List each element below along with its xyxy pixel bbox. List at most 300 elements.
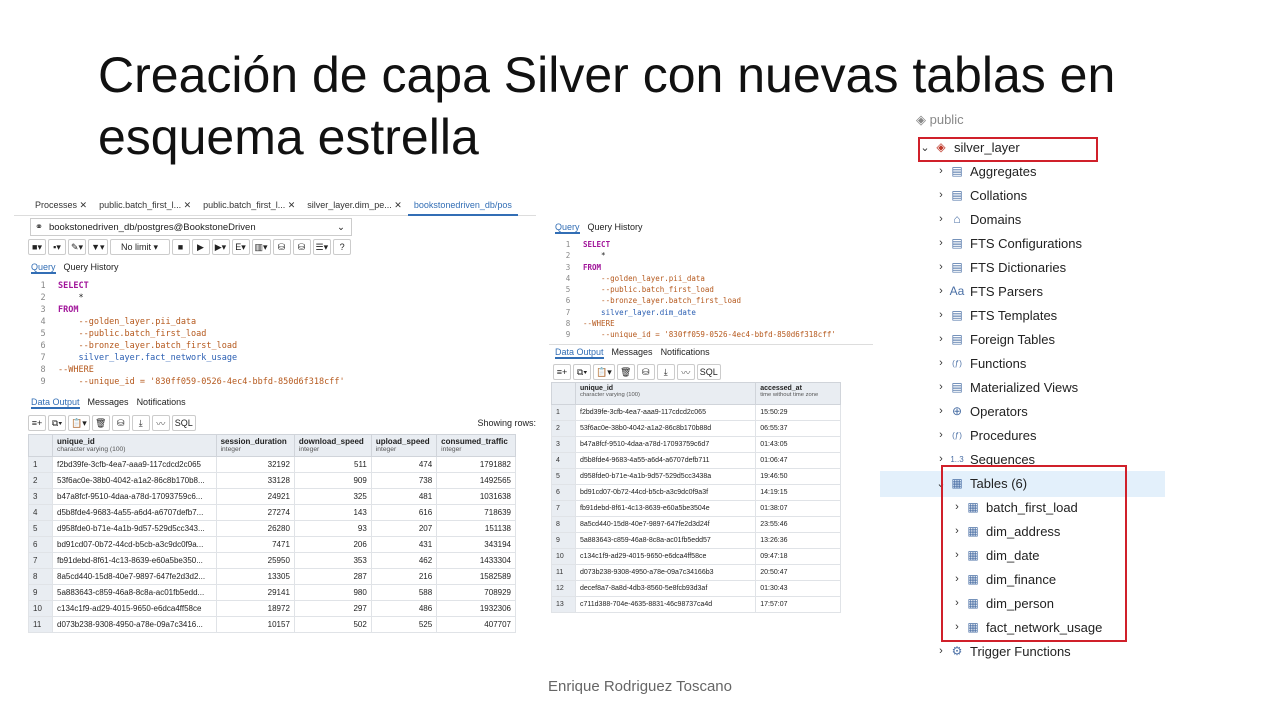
add-row-button[interactable]: ≡+ — [28, 415, 46, 431]
chevron-right-icon[interactable]: › — [939, 189, 943, 201]
table-cell[interactable]: 8a5cd440-15d8-40e7-9897-647fe2d3d24f — [576, 517, 756, 533]
tree-item-label: Domains — [970, 211, 1022, 227]
tree-item[interactable] — [934, 280, 1043, 302]
sql-editor[interactable] — [28, 280, 345, 388]
table-cell[interactable]: 13305 — [216, 569, 294, 585]
column-header[interactable] — [371, 435, 436, 457]
code-line — [553, 295, 836, 306]
code-line — [553, 239, 836, 250]
tab-data-output[interactable]: Data Output — [555, 347, 604, 357]
tree-item[interactable] — [934, 184, 1027, 206]
table-cell[interactable]: 24921 — [216, 489, 294, 505]
table-cell[interactable]: 980 — [294, 585, 371, 601]
table-cell[interactable]: decef8a7-8a8d-4db3-8560-5e8fcb93d3af — [576, 581, 756, 597]
code-text: --unique_id = '830ff059-0526-4ec4-bbfd-850d6f318cff' — [58, 377, 345, 387]
column-type: character varying (100) — [580, 392, 640, 398]
table-cell[interactable]: 206 — [294, 537, 371, 553]
tree-item[interactable] — [934, 256, 1066, 278]
table-label: dim_date — [986, 547, 1040, 563]
delete-icon[interactable]: 🗑 — [617, 364, 635, 380]
save-button[interactable]: ▪▾ — [48, 239, 66, 255]
chevron-right-icon[interactable]: › — [955, 501, 959, 513]
tab-query-history[interactable]: Query History — [63, 262, 119, 272]
macros-button[interactable]: ☰▾ — [313, 239, 332, 255]
table-cell[interactable]: d958fde0-b71e-4a1b-9d57-529d5cc343... — [53, 521, 217, 537]
row-number: 3 — [552, 437, 576, 453]
code-line — [553, 273, 836, 284]
chevron-down-icon[interactable]: ⌄ — [920, 141, 930, 154]
rollback-button[interactable]: ⛁ — [293, 239, 311, 255]
column-header[interactable] — [216, 435, 294, 457]
column-type: integer — [441, 446, 462, 453]
tree-item-label: Functions — [970, 355, 1027, 371]
table-cell[interactable]: 207 — [371, 521, 436, 537]
table-cell[interactable]: 33128 — [216, 473, 294, 489]
table-cell[interactable]: b47a8fcf-9510-4daa-a78d-17093759c6... — [53, 489, 217, 505]
sequences-icon: 1..3 — [950, 454, 964, 464]
table-cell[interactable]: 1791882 — [437, 457, 516, 473]
table-cell[interactable]: 297 — [294, 601, 371, 617]
table-cell[interactable]: fb91debd-8f61-4c13-8639-e60a5be3504e — [576, 501, 756, 517]
table-cell[interactable]: 462 — [371, 553, 436, 569]
table-cell[interactable]: 502 — [294, 617, 371, 633]
line-number: 8 — [40, 365, 46, 375]
tab-data-output[interactable]: Data Output — [31, 397, 80, 407]
table-row[interactable] — [29, 553, 516, 569]
code-line — [28, 304, 345, 316]
tree-item[interactable] — [934, 304, 1057, 326]
chevron-right-icon[interactable]: › — [939, 453, 943, 465]
table-cell[interactable]: 616 — [371, 505, 436, 521]
table-cell[interactable]: 01:06:47 — [756, 453, 841, 469]
code-line — [553, 262, 836, 273]
code-text: --golden_layer.pii_data — [583, 273, 705, 283]
table-cell[interactable]: 23:55:46 — [756, 517, 841, 533]
table-row[interactable] — [552, 517, 841, 533]
tree-item[interactable] — [934, 160, 1037, 182]
tree-item[interactable] — [934, 232, 1082, 254]
table-cell[interactable]: c134c1f9-ad29-4015-9650-e6dca4ff58ce — [53, 601, 217, 617]
table-cell[interactable]: 06:55:37 — [756, 421, 841, 437]
tab-notifications[interactable]: Notifications — [660, 347, 710, 357]
row-number: 7 — [552, 501, 576, 517]
open-file-button[interactable]: ■▾ — [28, 239, 46, 255]
line-number: 7 — [40, 353, 46, 363]
tab-query-tool[interactable]: bookstonedriven_db/pos — [408, 196, 518, 216]
line-number: 4 — [565, 273, 571, 283]
fts-parsers-icon: Aa — [949, 284, 965, 298]
row-number: 4 — [29, 505, 53, 521]
row-number-header — [552, 383, 576, 405]
table-cell[interactable]: b47a8fcf-9510-4daa-a78d-17093759c6d7 — [576, 437, 756, 453]
table-cell[interactable]: 474 — [371, 457, 436, 473]
sql-button[interactable]: SQL — [172, 415, 196, 431]
explain-analyze-button[interactable]: E▾ — [232, 239, 250, 255]
code-text: --golden_layer.pii_data — [58, 317, 197, 327]
table-label: dim_person — [986, 595, 1054, 611]
chevron-right-icon[interactable]: › — [955, 621, 959, 633]
chevron-right-icon[interactable]: › — [939, 309, 943, 321]
code-line — [553, 250, 836, 261]
table-cell[interactable]: 325 — [294, 489, 371, 505]
table-cell[interactable]: f2bd39fe-3cfb-4ea7-aaa9-117cdcd2c065 — [53, 457, 217, 473]
table-cell[interactable]: 909 — [294, 473, 371, 489]
copy-button[interactable]: ⧉▾ — [48, 415, 66, 431]
table-cell[interactable]: 19:46:50 — [756, 469, 841, 485]
trigger-functions-label: Trigger Functions — [970, 643, 1071, 659]
tree-item[interactable] — [934, 424, 1036, 446]
stop-button[interactable]: ■ — [172, 239, 190, 255]
row-number: 6 — [29, 537, 53, 553]
table-row[interactable] — [552, 421, 841, 437]
table-label: dim_address — [986, 523, 1061, 539]
table-cell[interactable]: 431 — [371, 537, 436, 553]
tables-icon: ▦ — [951, 476, 963, 490]
table-row[interactable] — [552, 453, 841, 469]
schema-label: silver_layer — [954, 139, 1020, 155]
code-line — [28, 328, 345, 340]
tree-item-trigger-functions[interactable] — [934, 640, 1071, 662]
line-number: 1 — [565, 240, 571, 249]
connection-selector[interactable] — [30, 218, 352, 236]
tab-query[interactable]: Query — [555, 222, 580, 232]
table-cell[interactable]: 588 — [371, 585, 436, 601]
table-cell[interactable]: d073b238-9308-4950-a78e-09a7c3416... — [53, 617, 217, 633]
table-cell[interactable]: 525 — [371, 617, 436, 633]
table-row[interactable] — [552, 597, 841, 613]
tab-query-history[interactable]: Query History — [587, 222, 643, 232]
code-line — [553, 307, 836, 318]
execute-button[interactable]: ▶ — [192, 239, 210, 255]
column-name: download_speed — [298, 437, 364, 446]
tree-item-public-partial: ◈ public — [916, 112, 964, 127]
table-cell[interactable]: 486 — [371, 601, 436, 617]
tree-item[interactable] — [934, 352, 1026, 374]
code-text: SELECT — [58, 281, 89, 291]
line-number: 3 — [565, 262, 571, 272]
table-row[interactable] — [552, 533, 841, 549]
tab-query[interactable]: Query — [31, 262, 56, 272]
header-row — [29, 435, 516, 457]
column-name: unique_id — [580, 385, 614, 392]
table-cell[interactable]: 7471 — [216, 537, 294, 553]
foreign-tables-icon: ▤ — [951, 332, 963, 346]
chevron-down-icon[interactable]: ⌄ — [936, 477, 946, 490]
table-row[interactable] — [552, 565, 841, 581]
query-tabs — [555, 222, 643, 234]
column-name: upload_speed — [375, 437, 430, 446]
tree-item[interactable] — [934, 208, 1021, 230]
table-cell[interactable]: 8a5cd440-15d8-40e7-9897-647fe2d3d2... — [53, 569, 217, 585]
showing-rows-label: Showing rows: — [477, 418, 536, 428]
table-cell[interactable]: 1492565 — [437, 473, 516, 489]
table-row[interactable] — [552, 549, 841, 565]
chart-button[interactable]: ▥▾ — [252, 239, 271, 255]
table-cell[interactable]: 14:19:15 — [756, 485, 841, 501]
table-cell[interactable]: 01:38:07 — [756, 501, 841, 517]
silver-layer-highlight-box — [918, 137, 1098, 162]
paste-button[interactable]: 📋▾ — [593, 364, 615, 380]
download-icon[interactable]: ⤓ — [657, 364, 675, 380]
table-cell[interactable]: 353 — [294, 553, 371, 569]
line-number: 1 — [40, 281, 46, 291]
tree-item-label: Operators — [970, 403, 1028, 419]
table-row[interactable] — [29, 601, 516, 617]
column-header[interactable] — [437, 435, 516, 457]
table-cell[interactable]: 20:50:47 — [756, 565, 841, 581]
limit-select[interactable]: No limit ▾ — [110, 239, 170, 255]
data-output-grid — [28, 434, 516, 633]
add-row-button[interactable]: ≡+ — [553, 364, 571, 380]
table-row[interactable] — [552, 485, 841, 501]
table-cell[interactable]: 343194 — [437, 537, 516, 553]
chevron-right-icon[interactable]: › — [955, 573, 959, 585]
explain-button[interactable]: ▶▾ — [212, 239, 230, 255]
pgadmin-screenshot-fact-network-usage — [14, 196, 536, 630]
tab-notifications[interactable]: Notifications — [136, 397, 186, 407]
chevron-right-icon[interactable]: › — [939, 213, 943, 225]
chevron-right-icon[interactable]: › — [939, 405, 943, 417]
chevron-right-icon[interactable]: › — [939, 285, 943, 297]
table-cell[interactable]: 15:50:29 — [756, 405, 841, 421]
table-cell[interactable]: d958fde0-b71e-4a1b-9d57-529d5cc3438a — [576, 469, 756, 485]
tab-messages[interactable]: Messages — [611, 347, 653, 357]
tab-batch-first-load-1[interactable]: public.batch_first_l... ✕ — [99, 200, 192, 210]
table-cell[interactable]: d5b8fde4-9683-4a55-a6d4-a6707defb7... — [53, 505, 217, 521]
table-cell[interactable]: bd91cd07-0b72-44cd-b5cb-a3c9dc0f9a... — [53, 537, 217, 553]
code-text: SELECT — [583, 240, 611, 249]
tree-item-label: FTS Configurations — [970, 235, 1082, 251]
chevron-right-icon[interactable]: › — [939, 237, 943, 249]
table-cell[interactable]: 29141 — [216, 585, 294, 601]
download-icon[interactable]: ⤓ — [132, 415, 150, 431]
table-cell[interactable]: 17:57:07 — [756, 597, 841, 613]
code-text: silver_layer.dim_date — [583, 307, 696, 317]
column-type: character varying (100) — [57, 446, 126, 453]
table-cell[interactable]: 27274 — [216, 505, 294, 521]
row-number: 9 — [29, 585, 53, 601]
table-row[interactable] — [29, 489, 516, 505]
table-cell[interactable]: 708929 — [437, 585, 516, 601]
save-data-button[interactable]: ⛁ — [112, 415, 130, 431]
output-tabs — [555, 347, 710, 359]
object-browser-tree — [880, 112, 1180, 670]
tree-item[interactable] — [934, 328, 1055, 350]
table-cell[interactable]: 407707 — [437, 617, 516, 633]
line-number: 2 — [40, 293, 46, 303]
line-number: 9 — [565, 330, 571, 340]
table-cell[interactable]: 13:26:36 — [756, 533, 841, 549]
tab-dim-person[interactable]: silver_layer.dim_pe... ✕ — [307, 200, 402, 210]
fts-dictionaries-icon: ▤ — [951, 260, 963, 274]
table-cell[interactable]: 18972 — [216, 601, 294, 617]
table-row[interactable] — [29, 617, 516, 633]
sql-editor[interactable] — [553, 239, 836, 341]
table-icon: ▦ — [967, 548, 979, 562]
chevron-right-icon[interactable]: › — [939, 645, 943, 657]
trigger-functions-icon: ⚙ — [951, 644, 963, 658]
table-cell[interactable]: 01:43:05 — [756, 437, 841, 453]
code-line — [28, 376, 345, 388]
table-cell[interactable]: 26280 — [216, 521, 294, 537]
help-icon[interactable]: ? — [333, 239, 351, 255]
output-toolbar — [28, 414, 196, 432]
fts-templates-icon: ▤ — [951, 308, 963, 322]
table-cell[interactable]: fb91debd-8f61-4c13-8639-e60a5be350... — [53, 553, 217, 569]
table-cell[interactable]: 216 — [371, 569, 436, 585]
header-row — [552, 383, 841, 405]
code-text: * — [583, 251, 606, 261]
plug-icon: ⚭ — [35, 221, 43, 233]
query-tabs — [31, 262, 119, 274]
code-text: --WHERE — [583, 319, 615, 329]
code-line — [28, 340, 345, 352]
table-cell[interactable]: 1433304 — [437, 553, 516, 569]
row-number: 8 — [552, 517, 576, 533]
code-text: * — [58, 293, 84, 303]
table-row[interactable] — [29, 585, 516, 601]
tab-batch-first-load-2[interactable]: public.batch_first_l... ✕ — [203, 200, 296, 210]
code-line — [28, 292, 345, 304]
code-text: FROM — [58, 305, 79, 315]
chevron-right-icon[interactable]: › — [939, 333, 943, 345]
table-row[interactable] — [552, 501, 841, 517]
slide-footer: Enrique Rodriguez Toscano — [547, 678, 732, 695]
code-text: --bronze_layer.batch_first_load — [58, 341, 238, 351]
table-cell[interactable]: 32192 — [216, 457, 294, 473]
chevron-right-icon[interactable]: › — [955, 597, 959, 609]
row-number: 10 — [552, 549, 576, 565]
table-cell[interactable]: 511 — [294, 457, 371, 473]
table-cell[interactable]: 1031638 — [437, 489, 516, 505]
table-cell[interactable]: 481 — [371, 489, 436, 505]
graph-icon[interactable]: 〰 — [152, 415, 170, 431]
table-cell[interactable]: 09:47:18 — [756, 549, 841, 565]
table-cell[interactable]: c134c1f9-ad29-4015-9650-e6dca4ff58ce — [576, 549, 756, 565]
table-row[interactable] — [29, 521, 516, 537]
table-row[interactable] — [29, 457, 516, 473]
filter-button[interactable]: ▼▾ — [88, 239, 107, 255]
output-toolbar — [553, 363, 721, 381]
table-row[interactable] — [552, 469, 841, 485]
tab-processes[interactable]: Processes ✕ — [35, 200, 88, 210]
save-data-button[interactable]: ⛁ — [637, 364, 655, 380]
copy-button[interactable]: ⧉▾ — [573, 364, 591, 380]
commit-button[interactable]: ⛁ — [273, 239, 291, 255]
functions-icon: (ƒ) — [952, 358, 962, 368]
chevron-right-icon[interactable]: › — [939, 381, 943, 393]
table-row[interactable] — [29, 505, 516, 521]
row-number: 1 — [29, 457, 53, 473]
chevron-right-icon[interactable]: › — [955, 525, 959, 537]
code-line — [553, 329, 836, 340]
code-text: --bronze_layer.batch_first_load — [583, 296, 742, 306]
code-line — [28, 316, 345, 328]
chevron-right-icon[interactable]: › — [955, 549, 959, 561]
paste-button[interactable]: 📋▾ — [68, 415, 90, 431]
table-cell[interactable]: d5b8fde4-9683-4a55-a6d4-a6707defb711 — [576, 453, 756, 469]
table-cell[interactable]: 25950 — [216, 553, 294, 569]
table-cell[interactable]: 53f6ac0e-38b0-4042-a1a2-86c8b170b8... — [53, 473, 217, 489]
delete-icon[interactable]: 🗑 — [92, 415, 110, 431]
table-cell[interactable]: d073b238-9308-4950-a78e-09a7c34166b3 — [576, 565, 756, 581]
row-number: 12 — [552, 581, 576, 597]
table-cell[interactable]: 1932306 — [437, 601, 516, 617]
tree-item[interactable] — [934, 400, 1028, 422]
row-number: 11 — [29, 617, 53, 633]
table-cell[interactable]: 5a883643-c859-46a8-8c8a-ac01fb5edd57 — [576, 533, 756, 549]
table-cell[interactable]: 738 — [371, 473, 436, 489]
table-icon: ▦ — [967, 572, 979, 586]
line-number: 3 — [40, 305, 46, 315]
table-row[interactable] — [29, 473, 516, 489]
tree-item-label: Materialized Views — [970, 379, 1079, 395]
edit-button[interactable]: ✎▾ — [68, 239, 86, 255]
column-header[interactable] — [53, 435, 217, 457]
materialized-views-icon: ▤ — [951, 380, 963, 394]
line-number: 6 — [565, 296, 571, 306]
column-header[interactable] — [576, 383, 756, 405]
table-cell[interactable]: 93 — [294, 521, 371, 537]
line-number: 6 — [40, 341, 46, 351]
operators-icon: ⊕ — [951, 404, 963, 418]
column-header[interactable] — [294, 435, 371, 457]
line-number: 4 — [40, 317, 46, 327]
column-name: accessed_at — [760, 385, 802, 392]
graph-icon[interactable]: 〰 — [677, 364, 695, 380]
table-cell[interactable]: 151138 — [437, 521, 516, 537]
column-header[interactable] — [756, 383, 841, 405]
table-cell[interactable]: 10157 — [216, 617, 294, 633]
tab-messages[interactable]: Messages — [87, 397, 129, 407]
table-row[interactable] — [29, 569, 516, 585]
tree-item[interactable] — [934, 376, 1078, 398]
table-cell[interactable]: 53f6ac0e-38b0-4042-a1a2-86c8b170b88d — [576, 421, 756, 437]
tree-item-label: FTS Templates — [970, 307, 1058, 323]
table-cell[interactable]: f2bd39fe-3cfb-4ea7-aaa9-117cdcd2c065 — [576, 405, 756, 421]
table-cell[interactable]: 5a883643-c859-46a8-8c8a-ac01fb5edd... — [53, 585, 217, 601]
row-number: 2 — [29, 473, 53, 489]
table-cell[interactable]: 01:30:43 — [756, 581, 841, 597]
row-number: 5 — [29, 521, 53, 537]
table-cell[interactable]: c711d388-704e-4635-8831-46c98737ca4d — [576, 597, 756, 613]
column-type: integer — [298, 446, 320, 453]
table-row[interactable] — [552, 437, 841, 453]
chevron-right-icon[interactable]: › — [939, 429, 943, 441]
table-label: batch_first_load — [986, 499, 1078, 515]
row-number-header — [29, 435, 53, 457]
tables-label: Tables (6) — [970, 475, 1028, 491]
table-cell[interactable]: 718639 — [437, 505, 516, 521]
chevron-right-icon[interactable]: › — [939, 261, 943, 273]
table-cell[interactable]: 1582589 — [437, 569, 516, 585]
fts-configurations-icon: ▤ — [951, 236, 963, 250]
table-cell[interactable]: 143 — [294, 505, 371, 521]
table-row[interactable] — [552, 405, 841, 421]
table-cell[interactable]: 287 — [294, 569, 371, 585]
row-number: 5 — [552, 469, 576, 485]
sql-button[interactable]: SQL — [697, 364, 721, 380]
title-line-1: Creación de capa Silver con nuevas tablas en — [98, 47, 1116, 103]
chevron-right-icon[interactable]: › — [939, 357, 943, 369]
column-type: integer — [220, 446, 241, 453]
table-row[interactable] — [29, 537, 516, 553]
table-cell[interactable]: bd91cd07-0b72-44cd-b5cb-a3c9dc0f9a3f — [576, 485, 756, 501]
tables-highlight-box — [941, 465, 1127, 642]
tree-item-label: Foreign Tables — [970, 331, 1056, 347]
chevron-right-icon[interactable]: › — [939, 165, 943, 177]
table-row[interactable] — [552, 581, 841, 597]
